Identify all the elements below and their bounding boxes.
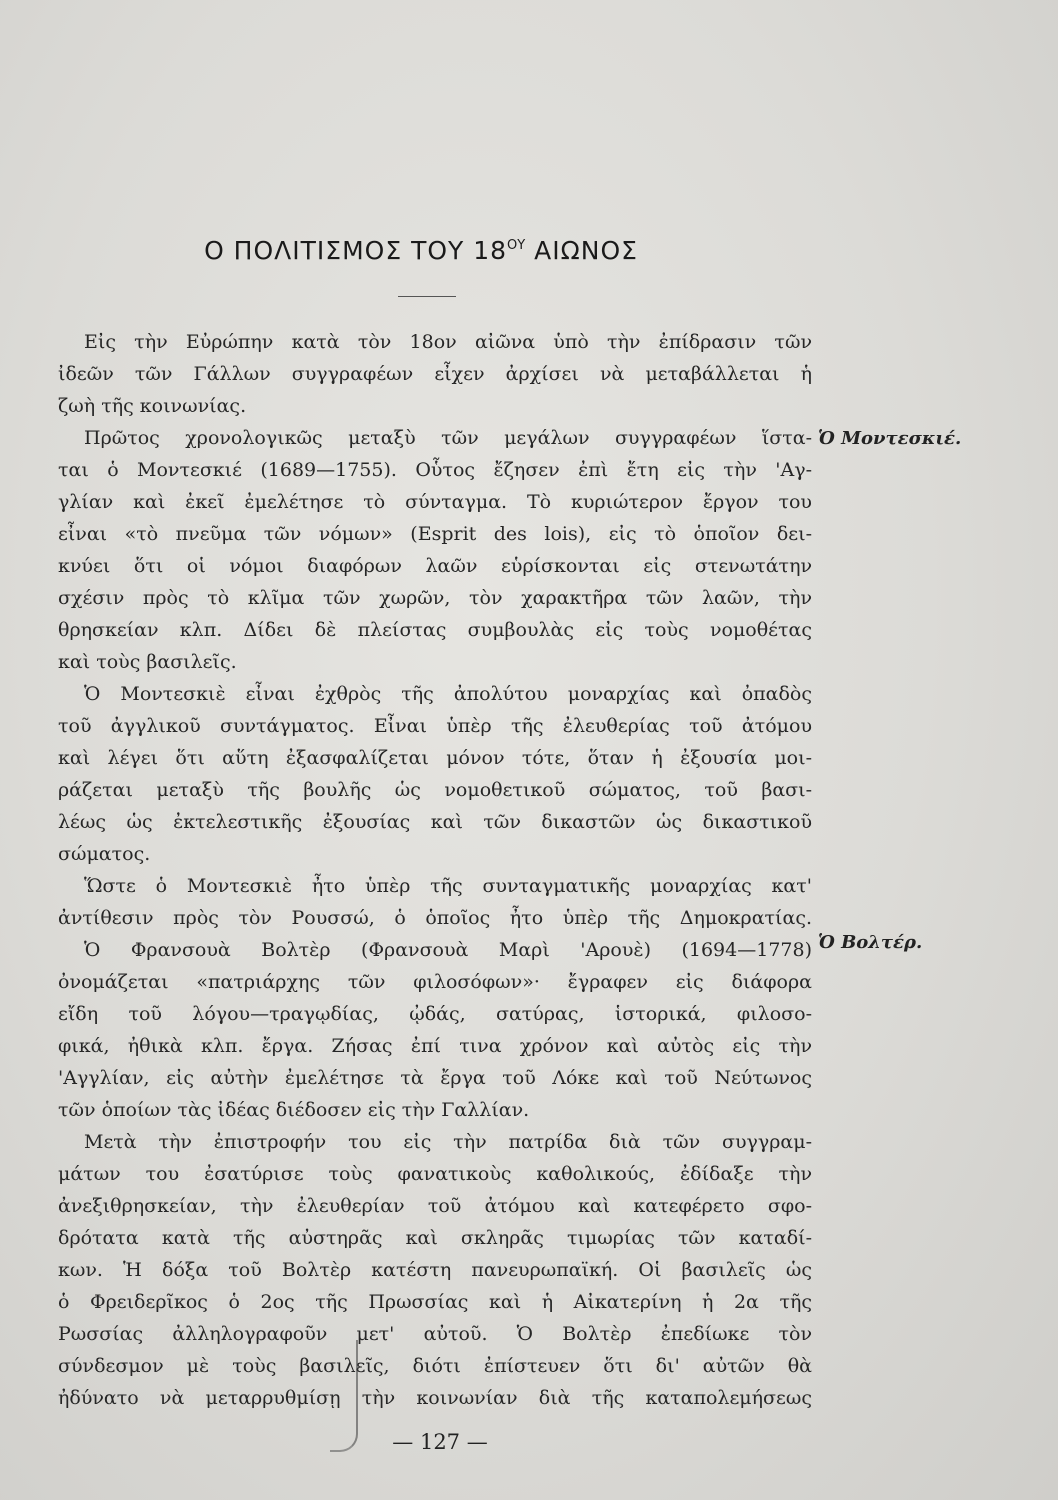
text-line: Ὁ Μοντεσκιὲ εἶναι ἐχθρὸς τῆς ἀπολύτου μοναρχίας καὶ ὀπαδὸς [84,683,812,705]
text-line: Εἰς τὴν Εὐρώπην κατὰ τὸν 18ον αἰῶνα ὑπὸ τὴν ἐπίδρασιν τῶν [84,331,812,353]
text-line: καὶ τοὺς βασιλεῖς. [58,651,237,673]
text-line: Ὥστε ὁ Μοντεσκιὲ ἦτο ὑπὲρ τῆς συνταγματικῆς μοναρχίας κατ' [84,875,812,897]
text-line: μάτων του ἐσατύρισε τοὺς φανατικοὺς καθολικούς, ἐδίδαξε τὴν [58,1163,812,1185]
text-line: γλίαν καὶ ἐκεῖ ἐμελέτησε τὸ σύνταγμα. Τὸ κυριώτερον ἔργον του [58,491,812,513]
text-line: ἀνεξιθρησκείαν, τὴν ἐλευθερίαν τοῦ ἀτόμου καὶ κατεφέρετο σφο- [58,1195,812,1217]
margin-note-montesquieu: Ὁ Μοντεσκιέ. [818,428,962,449]
text-line: ὀνομάζεται «πατριάρχης τῶν φιλοσόφων»· ἔγραφεν εἰς διάφορα [58,971,812,993]
text-line: εἴδη τοῦ λόγου—τραγῳδίας, ᾠδάς, σατύρας, ἱστορικά, φιλοσο- [58,1003,812,1025]
text-line: Ρωσσίας ἀλληλογραφοῦν μετ' αὐτοῦ. Ὁ Βολτὲρ ἐπεδίωκε τὸν [58,1323,812,1345]
page-number: — 127 — [392,1430,488,1454]
chapter-title [0,236,842,265]
text-line: ἰδεῶν τῶν Γάλλων συγγραφέων εἶχεν ἀρχίσει νὰ μεταβάλλεται ἡ [58,363,812,385]
text-line: εἶναι «τὸ πνεῦμα τῶν νόμων» (Esprit des lois), εἰς τὸ ὁποῖον δει- [58,523,812,545]
text-line: κνύει ὅτι οἱ νόμοι διαφόρων λαῶν εὑρίσκονται εἰς στενωτάτην [58,555,812,577]
text-line: σύνδεσμον μὲ τοὺς βασιλεῖς, διότι ἐπίστευεν ὅτι δι' αὐτῶν θὰ [58,1355,812,1377]
text-line: ται ὁ Μοντεσκιέ (1689—1755). Οὗτος ἔζησεν ἐπὶ ἔτη εἰς τὴν 'Αγ- [58,459,812,481]
ink-smudge-mark [330,1340,358,1452]
text-line: σώματος. [58,843,151,865]
text-line: τῶν ὁποίων τὰς ἰδέας διέδοσεν εἰς τὴν Γαλλίαν. [58,1099,530,1121]
chapter-title-main: Ο ΠΟΛΙΤΙΣΜΟΣ ΤΟΥ 18 [204,236,508,265]
text-line: ἀντίθεσιν πρὸς τὸν Ρουσσώ, ὁ ὁποῖος ἦτο ὑπὲρ τῆς Δημοκρατίας. [58,907,812,929]
chapter-title-end: ΑΙΩΝΟΣ [525,236,638,265]
text-line: ὁ Φρειδερῖκος ὁ 2ος τῆς Πρωσσίας καὶ ἡ Αἰκατερίνη ἡ 2α τῆς [58,1291,812,1313]
text-line: ἠδύνατο νὰ μεταρρυθμίσῃ τὴν κοινωνίαν διὰ τῆς καταπολεμήσεως [58,1387,812,1409]
text-line: κων. Ἡ δόξα τοῦ Βολτὲρ κατέστη πανευρωπαϊκή. Οἱ βασιλεῖς ὡς [58,1259,812,1281]
text-line: Ὁ Φρανσουὰ Βολτὲρ (Φρανσουὰ Μαρὶ 'Αρουὲ) (1694—1778) [84,939,812,961]
text-line: λέως ὡς ἐκτελεστικῆς ἐξουσίας καὶ τῶν δικαστῶν ὡς δικαστικοῦ [58,811,812,833]
text-line: σχέσιν πρὸς τὸ κλῖμα τῶν χωρῶν, τὸν χαρακτῆρα τῶν λαῶν, τὴν [58,587,812,609]
text-line: φικά, ἠθικὰ κλπ. ἔργα. Ζήσας ἐπί τινα χρόνον καὶ αὐτὸς εἰς τὴν [58,1035,812,1057]
text-line: ράζεται μεταξὺ τῆς βουλῆς ὡς νομοθετικοῦ σώματος, τοῦ βασι- [58,779,812,801]
text-line: τοῦ ἀγγλικοῦ συντάγματος. Εἶναι ὑπὲρ τῆς ἐλευθερίας τοῦ ἀτόμου [58,715,812,737]
text-line: καὶ λέγει ὅτι αὕτη ἐξασφαλίζεται μόνον τότε, ὅταν ἡ ἐξουσία μοι- [58,747,812,769]
text-line: δρότατα κατὰ τῆς αὐστηρᾶς καὶ σκληρᾶς τιμωρίας τῶν καταδί- [58,1227,812,1249]
text-line: Πρῶτος χρονολογικῶς μεταξὺ τῶν μεγάλων συγγραφέων ἵστα- [84,427,812,449]
chapter-title-superscript: ΟΥ [507,238,526,253]
text-line: 'Αγγλίαν, εἰς αὐτὴν ἐμελέτησε τὰ ἔργα τοῦ Λόκε καὶ τοῦ Νεύτωνος [58,1067,812,1089]
text-line: θρησκείαν κλπ. Δίδει δὲ πλείστας συμβουλὰς εἰς τοὺς νομοθέτας [58,619,812,641]
text-line: Μετὰ τὴν ἐπιστροφήν του εἰς τὴν πατρίδα διὰ τῶν συγγραμ- [84,1131,812,1153]
title-divider [398,296,456,297]
text-line: ζωὴ τῆς κοινωνίας. [58,395,247,417]
margin-note-voltaire: Ὁ Βολτέρ. [818,932,923,953]
